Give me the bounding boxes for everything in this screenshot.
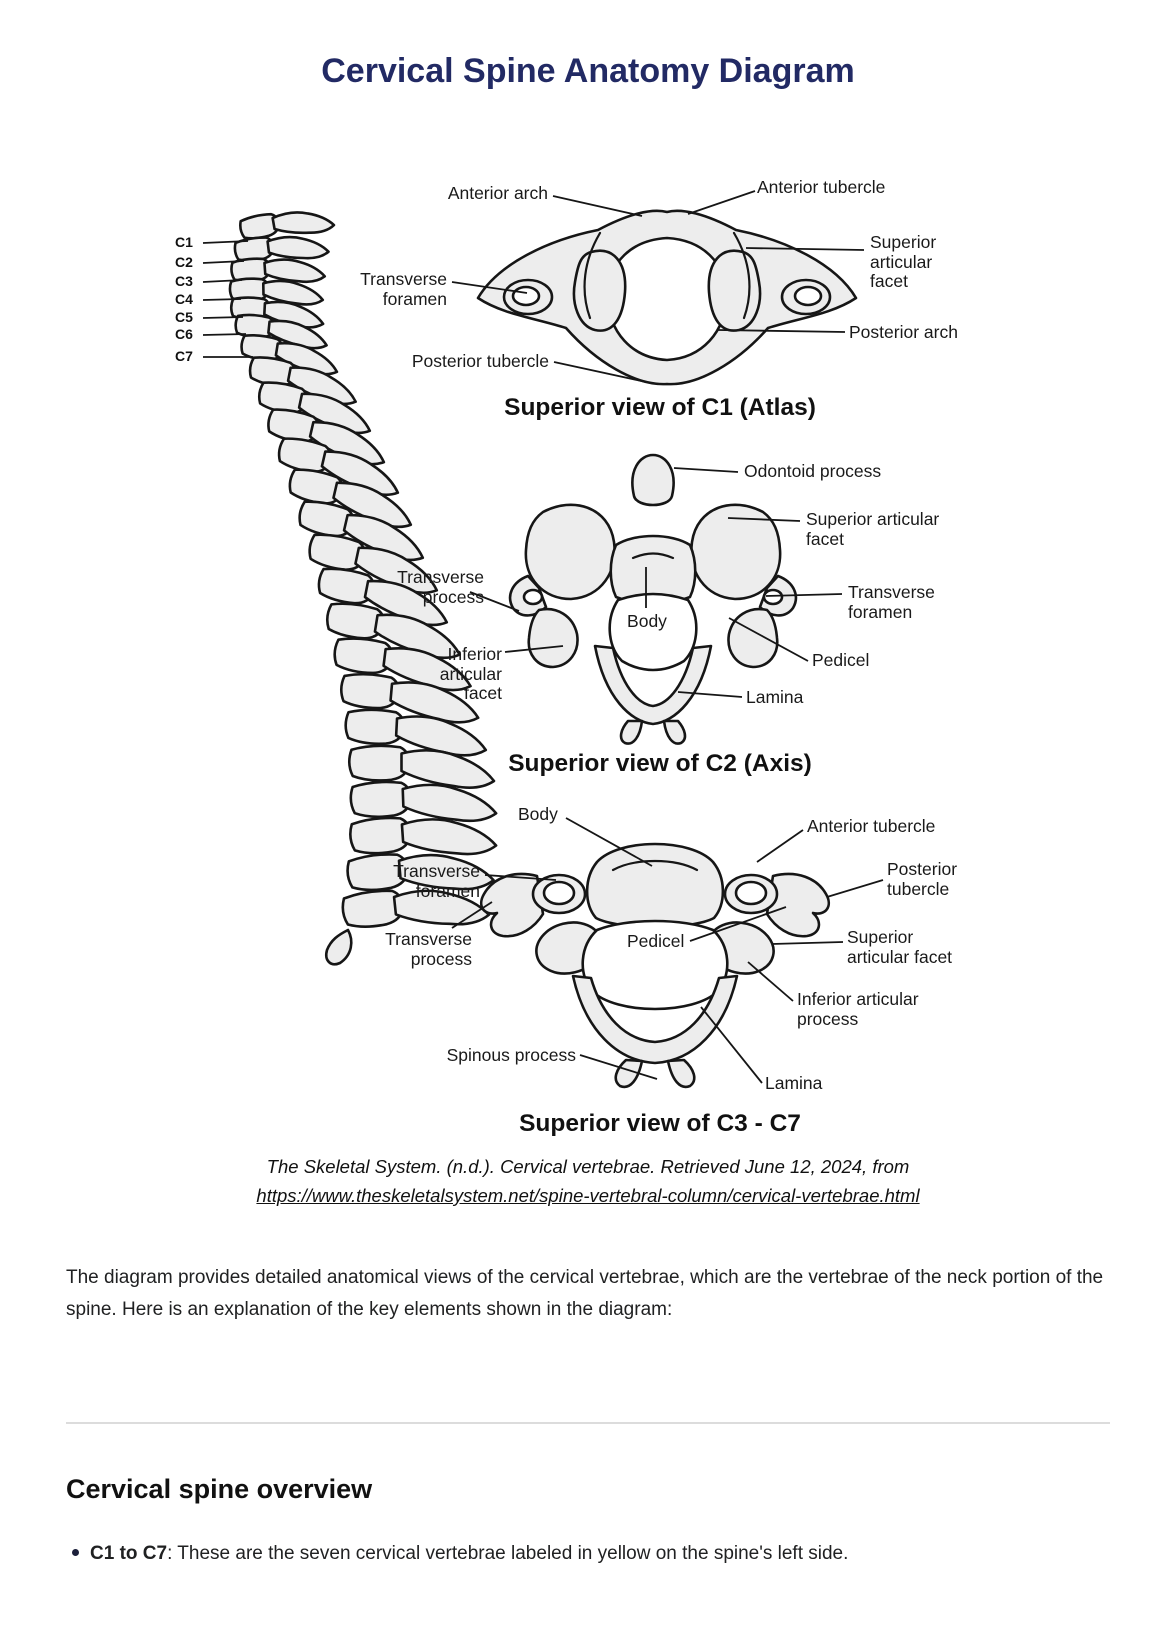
- description-paragraph: The diagram provides detailed anatomical views of the cervical vertebrae, which are the vertebrae of the neck portion of the spine. Here is an explanation of the key elements shown in the diagram:: [66, 1267, 1104, 1320]
- page-title: Cervical Spine Anatomy Diagram: [321, 52, 855, 90]
- section-heading: Cervical spine overview: [66, 1474, 373, 1504]
- label-anterior-tubercle: Anterior tubercle: [757, 177, 886, 197]
- label-body: Body: [627, 611, 667, 631]
- bullet-dot: [72, 1549, 79, 1556]
- spine-tail: [326, 930, 351, 964]
- figure-caption-c1: Superior view of C1 (Atlas): [504, 394, 816, 421]
- spine-label-c1: C1: [175, 234, 193, 250]
- spine-label-c6: C6: [175, 326, 193, 342]
- label-transverse-process: Transverse process: [397, 567, 484, 607]
- label-transverse-process: Transverse process: [385, 929, 472, 969]
- label-transverse-foramen: Transverse foramen: [360, 269, 447, 309]
- section-divider: [66, 1422, 1110, 1424]
- label-anterior-tubercle: Anterior tubercle: [807, 816, 936, 836]
- label-pedicel: Pedicel: [812, 650, 870, 670]
- label-spinous-process: Spinous process: [446, 1045, 576, 1065]
- label-superior-articular-facet: Superior articular facet: [806, 509, 940, 549]
- label-odontoid-process: Odontoid process: [744, 461, 882, 481]
- spine-label-c4: C4: [175, 291, 193, 307]
- citation-link[interactable]: https://www.theskeletalsystem.net/spine-vertebral-column/cervical-vertebrae.html: [256, 1185, 920, 1206]
- label-inferior-articular-process: Inferior articular process: [797, 989, 919, 1029]
- bullet-term: C1 to C7: [90, 1543, 168, 1564]
- spine-label-c7: C7: [175, 348, 193, 364]
- label-posterior-tubercle: Posterior tubercle: [411, 351, 549, 371]
- label-pedicel: Pedicel: [627, 931, 685, 951]
- label-anterior-arch: Anterior arch: [447, 183, 548, 203]
- label-superior-articular-facet: Superior articular facet: [870, 232, 937, 291]
- citation-text: The Skeletal System. (n.d.). Cervical vertebrae. Retrieved June 12, 2024, from: [266, 1156, 910, 1177]
- citation-line2: [88, 1181, 1088, 1210]
- label-posterior-arch: Posterior arch: [849, 322, 958, 342]
- label-body: Body: [518, 804, 558, 824]
- bullet-item: [72, 1541, 1112, 1567]
- figure-caption-c3-c7: Superior view of C3 - C7: [519, 1110, 801, 1137]
- bullet-text: : These are the seven cervical vertebrae labeled in yellow on the spine's left side.: [167, 1543, 849, 1564]
- label-superior-articular-facet: Superior articular facet: [847, 927, 953, 967]
- spine-label-c2: C2: [175, 254, 193, 270]
- spine-label-c3: C3: [175, 273, 193, 289]
- label-posterior-tubercle: Posterior tubercle: [887, 859, 958, 899]
- label-transverse-foramen: Transverse foramen: [848, 582, 935, 622]
- label-lamina: Lamina: [765, 1073, 823, 1093]
- label-inferior-articular-facet: Inferior articular facet: [439, 644, 502, 703]
- spine-label-c5: C5: [175, 309, 193, 325]
- label-lamina: Lamina: [746, 687, 804, 707]
- label-transverse-foramen: Transverse foramen: [393, 861, 480, 901]
- figure-caption-c2: Superior view of C2 (Axis): [508, 750, 812, 777]
